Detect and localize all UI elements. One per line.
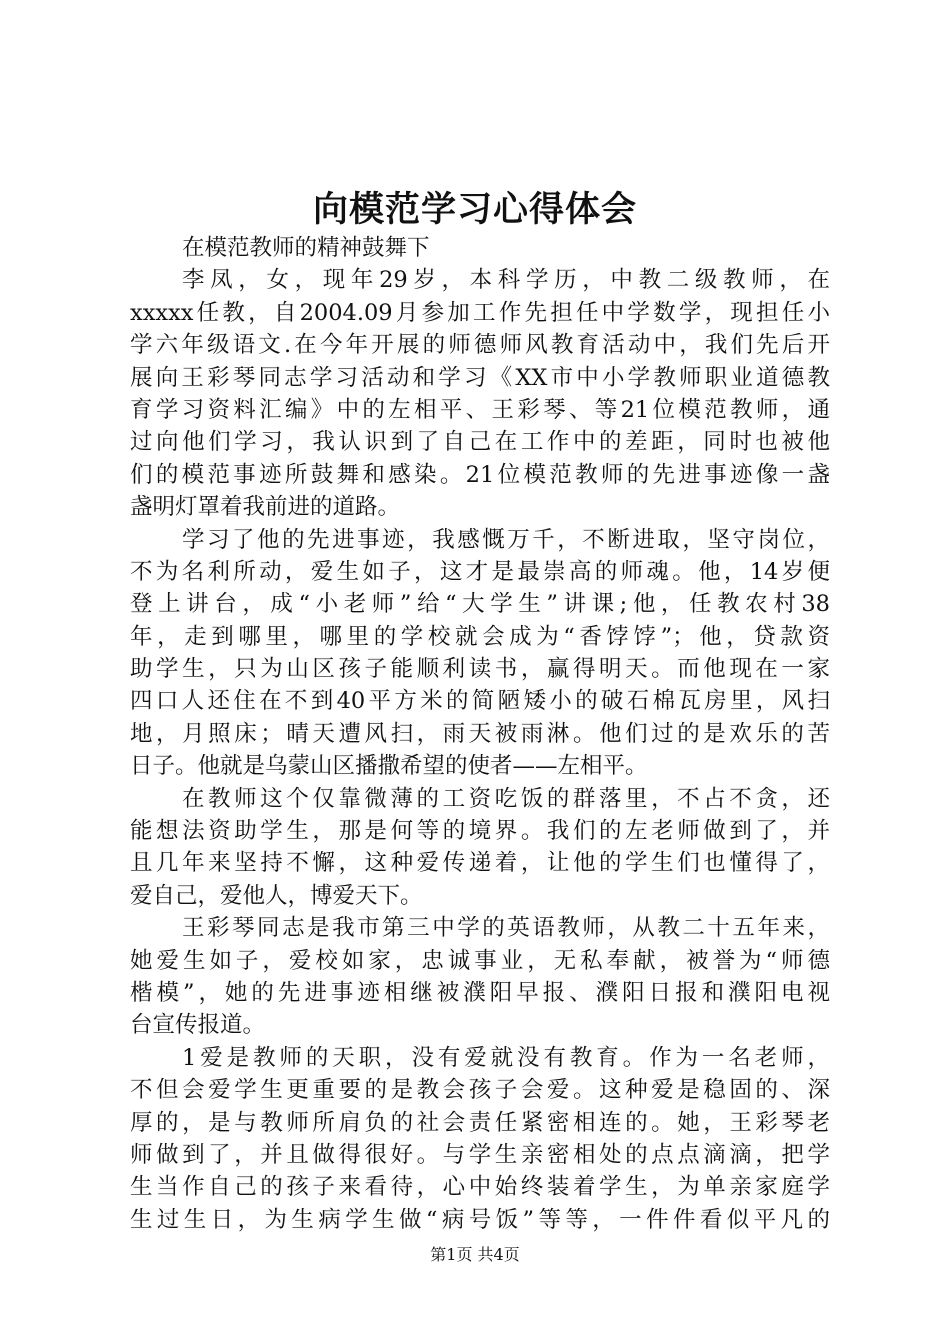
text-line: 师做到了，并且做得很好。与学生亲密相处的点点滴滴，把学 bbox=[130, 1141, 830, 1168]
text-line: 李凤，女，现年29岁，本科学历，中教二级教师，在 bbox=[182, 267, 830, 294]
text-line: 年，走到哪里，哪里的学校就会成为“香饽饽”；他，贷款资 bbox=[130, 623, 830, 650]
text-line: 盏明灯罩着我前进的道路。 bbox=[130, 494, 401, 521]
document-title: 向模范学习心得体会 bbox=[312, 189, 637, 230]
text-line: 生过生日，为生病学生做“病号饭”等等，一件件看似平凡的 bbox=[130, 1206, 830, 1233]
text-line: 四口人还住在不到40平方米的简陋矮小的破石棉瓦房里，风扫 bbox=[130, 688, 830, 715]
document-body bbox=[130, 232, 830, 1236]
text-line: 展向王彩琴同志学习活动和学习《XX市中小学教师职业道德教 bbox=[130, 364, 830, 391]
text-line: 楷模”，她的先进事迹相继被濮阳早报、濮阳日报和濮阳电视 bbox=[130, 979, 830, 1006]
text-line: xxxxx任教，自2004.09月参加工作先担任中学数学，现担任小 bbox=[130, 299, 830, 326]
text-line: 过向他们学习，我认识到了自己在工作中的差距，同时也被他 bbox=[130, 429, 830, 456]
text-line: 不但会爱学生更重要的是教会孩子会爱。这种爱是稳固的、深 bbox=[130, 1077, 830, 1104]
text-line: 们的模范事迹所鼓舞和感染。21位模范教师的先进事迹像一盏 bbox=[130, 461, 830, 488]
text-line: 爱自己，爱他人，博爱天下。 bbox=[130, 882, 423, 909]
text-line: 能想法资助学生，那是何等的境界。我们的左老师做到了，并 bbox=[130, 818, 830, 845]
text-line: 登上讲台，成“小老师”给“大学生”讲课;他，任教农村38 bbox=[130, 591, 830, 618]
text-line: 日子。他就是乌蒙山区播撒希望的使者——左相平。 bbox=[130, 753, 648, 780]
text-line: 在模范教师的精神鼓舞下 bbox=[182, 235, 430, 261]
text-line: 且几年来坚持不懈，这种爱传递着，让他的学生们也懂得了， bbox=[130, 850, 830, 877]
text-line: 助学生，只为山区孩子能顺利读书，赢得明天。而他现在一家 bbox=[130, 656, 830, 683]
text-line: 不为名利所动，爱生如子，这才是最崇高的师魂。他，14岁便 bbox=[130, 558, 830, 585]
text-line: 台宣传报道。 bbox=[130, 1012, 266, 1039]
text-line: 厚的，是与教师所肩负的社会责任紧密相连的。她，王彩琴老 bbox=[130, 1109, 830, 1136]
text-line: 她爱生如子，爱校如家，忠诚事业，无私奉献，被誉为“师德 bbox=[130, 947, 830, 974]
text-line: 在教师这个仅靠微薄的工资吃饭的群落里，不占不贪，还 bbox=[182, 785, 830, 812]
text-line: 生当作自己的孩子来看待，心中始终装着学生，为单亲家庭学 bbox=[130, 1174, 830, 1201]
text-line: 学习了他的先进事迹，我感慨万千，不断进取，坚守岗位， bbox=[182, 526, 830, 553]
text-line: 1爱是教师的天职，没有爱就没有教育。作为一名老师， bbox=[182, 1044, 830, 1071]
page-footer: 第1页 共4页 bbox=[430, 1245, 520, 1264]
text-line: 地，月照床；晴天遭风扫，雨天被雨淋。他们过的是欢乐的苦 bbox=[130, 720, 830, 747]
text-line: 育学习资料汇编》中的左相平、王彩琴、等21位模范教师，通 bbox=[130, 396, 830, 423]
text-line: 王彩琴同志是我市第三中学的英语教师，从教二十五年来， bbox=[182, 915, 830, 942]
text-line: 学六年级语文.在今年开展的师德师风教育活动中，我们先后开 bbox=[130, 332, 830, 359]
